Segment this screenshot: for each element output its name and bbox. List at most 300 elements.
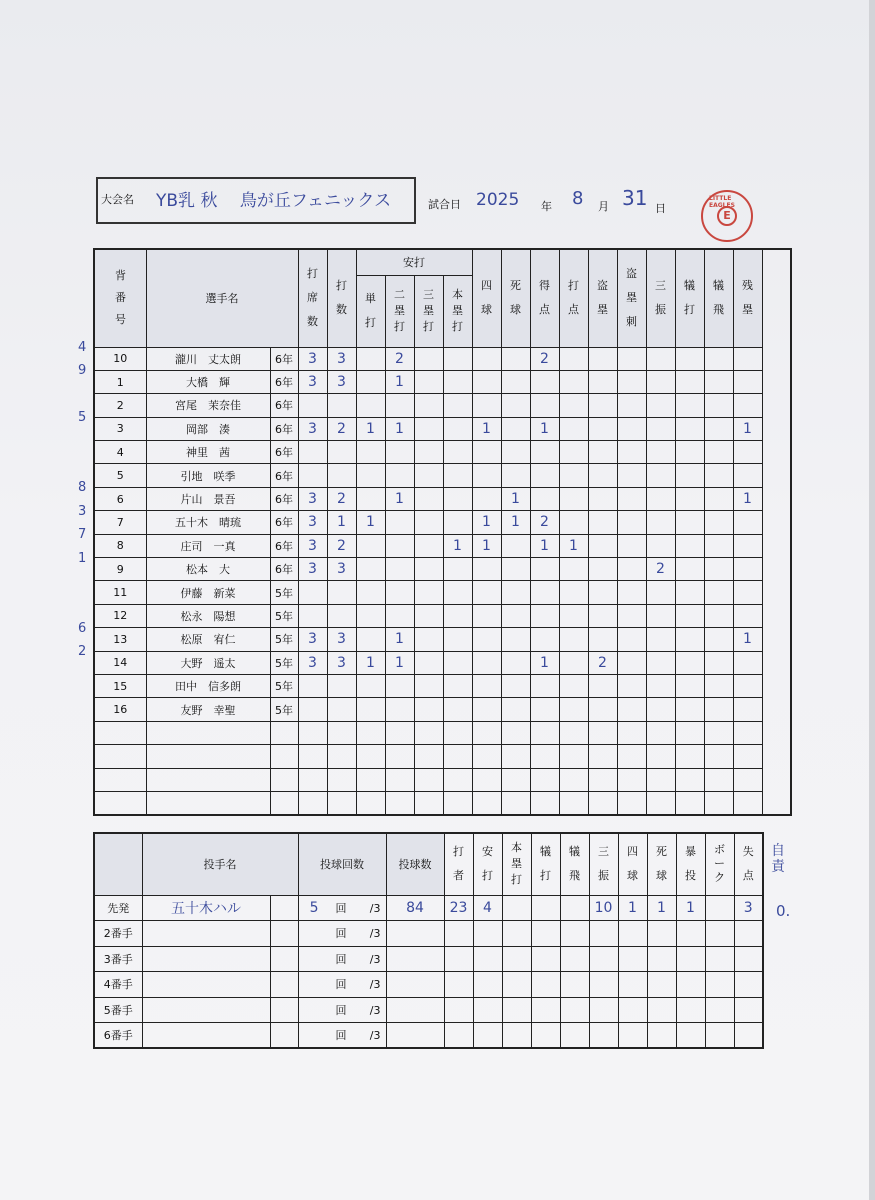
stat-triple xyxy=(414,394,443,417)
stat-single xyxy=(356,464,385,487)
pitching-row xyxy=(94,972,763,998)
player-number: 14 xyxy=(94,651,146,674)
pitcher-role: 5番手 xyxy=(94,997,142,1023)
batting-row xyxy=(94,347,791,370)
batting-row xyxy=(94,581,791,604)
pitcher-pitches xyxy=(386,895,444,921)
stat-double xyxy=(385,604,414,627)
stat-hbp xyxy=(501,394,530,417)
pitch-stat-sf xyxy=(560,1023,589,1049)
pitch-header-pitches: 投球数 xyxy=(386,833,444,895)
stat-sac xyxy=(675,674,704,697)
stat-sac xyxy=(675,417,704,440)
player-number: 10 xyxy=(94,347,146,370)
stat-bb xyxy=(472,417,501,440)
pitch-stat-runs-value: 3 xyxy=(743,899,753,916)
tournament-name: YB乳 秋 鳥が丘フェニックス xyxy=(156,191,392,211)
stat-sb xyxy=(588,511,617,534)
stat-runs xyxy=(530,604,559,627)
header-triple: 三塁打 xyxy=(414,275,443,347)
header-hr: 本塁打 xyxy=(443,275,472,347)
stat-cs xyxy=(617,768,646,791)
stat-triple xyxy=(414,698,443,721)
stat-pa-value: 3 xyxy=(308,561,317,578)
header-ab: 打数 xyxy=(327,249,356,347)
stat-sf xyxy=(704,791,733,814)
stat-hr xyxy=(443,791,472,814)
stat-pa xyxy=(298,417,327,440)
stat-cs xyxy=(617,394,646,417)
player-number: 15 xyxy=(94,674,146,697)
stat-sac xyxy=(675,558,704,581)
stat-ab xyxy=(327,745,356,768)
stat-sb xyxy=(588,394,617,417)
stat-hbp xyxy=(501,674,530,697)
stat-sf xyxy=(704,511,733,534)
batting-row xyxy=(94,441,791,464)
stat-double xyxy=(385,745,414,768)
pitcher-role: 4番手 xyxy=(94,972,142,998)
stat-sb xyxy=(588,745,617,768)
stat-cs xyxy=(617,347,646,370)
header-bb: 四球 xyxy=(472,249,501,347)
player-grade: 6年 xyxy=(270,370,298,393)
pitch-stat-runs xyxy=(734,1023,763,1049)
player-name: 庄司 一真 xyxy=(146,534,270,557)
stat-bb xyxy=(472,487,501,510)
batting-row xyxy=(94,721,791,744)
stat-sb xyxy=(588,628,617,651)
stat-cs xyxy=(617,558,646,581)
stat-hbp xyxy=(501,604,530,627)
pitch-stat-bf xyxy=(444,921,473,947)
player-name: 宮尾 茉奈佳 xyxy=(146,394,270,417)
pitch-header-sac: 犠打 xyxy=(531,833,560,895)
player-number: 9 xyxy=(94,558,146,581)
stat-hbp-value: 1 xyxy=(511,514,520,531)
pitch-stat-hr xyxy=(502,1023,531,1049)
batting-order-number: 6 xyxy=(78,620,87,636)
stat-hr xyxy=(443,347,472,370)
batting-order-number: 3 xyxy=(78,503,87,519)
stat-rbi xyxy=(559,674,588,697)
batting-order-number: 1 xyxy=(78,550,87,566)
stat-sb xyxy=(588,417,617,440)
stat-so xyxy=(646,628,675,651)
pitch-stat-hr xyxy=(502,921,531,947)
stat-hbp-value: 1 xyxy=(511,491,520,508)
stat-bb xyxy=(472,768,501,791)
stat-hbp xyxy=(501,534,530,557)
stat-pa xyxy=(298,721,327,744)
stat-sb xyxy=(588,721,617,744)
batting-row xyxy=(94,370,791,393)
pitch-stat-hr xyxy=(502,895,531,921)
stat-hr xyxy=(443,698,472,721)
stat-runs xyxy=(530,347,559,370)
stat-sb xyxy=(588,604,617,627)
player-number: 6 xyxy=(94,487,146,510)
pitcher-pitches-value: 84 xyxy=(406,899,424,916)
stat-ab xyxy=(327,791,356,814)
pitch-stat-balk xyxy=(705,997,734,1023)
pitcher-innings xyxy=(298,946,386,972)
stat-rbi xyxy=(559,604,588,627)
stat-pa xyxy=(298,791,327,814)
stat-hbp xyxy=(501,347,530,370)
header-runs: 得点 xyxy=(530,249,559,347)
header-single: 単打 xyxy=(356,275,385,347)
stat-hr xyxy=(443,534,472,557)
stat-sac xyxy=(675,604,704,627)
stat-pa-value: 3 xyxy=(308,514,317,531)
stat-single-value: 1 xyxy=(366,654,375,671)
earned-runs-note: 自責 xyxy=(771,843,785,875)
stat-double xyxy=(385,487,414,510)
player-number xyxy=(94,791,146,814)
stat-ab xyxy=(327,394,356,417)
pitch-stat-sac xyxy=(531,997,560,1023)
stat-double xyxy=(385,628,414,651)
header-name: 選手名 xyxy=(146,249,298,347)
stat-lob xyxy=(733,464,762,487)
stat-pa-value: 3 xyxy=(308,491,317,508)
pitch-header-hbp: 死球 xyxy=(647,833,676,895)
stat-rbi xyxy=(559,347,588,370)
stat-runs-value: 1 xyxy=(540,537,549,554)
stat-runs xyxy=(530,674,559,697)
stat-pa xyxy=(298,604,327,627)
pitch-stat-bf xyxy=(444,1023,473,1049)
stat-hbp xyxy=(501,558,530,581)
stat-hr xyxy=(443,721,472,744)
pitch-stat-sac xyxy=(531,972,560,998)
pitch-header-innings: 投球回数 xyxy=(298,833,386,895)
pitch-stat-wp xyxy=(676,972,705,998)
pitcher-name xyxy=(142,946,270,972)
stat-so xyxy=(646,698,675,721)
stat-sb xyxy=(588,441,617,464)
stat-double xyxy=(385,534,414,557)
pitch-stat-sac xyxy=(531,1023,560,1049)
pitch-stat-runs xyxy=(734,946,763,972)
pitch-stat-hbp xyxy=(647,1023,676,1049)
stat-cs xyxy=(617,581,646,604)
pitch-stat-balk xyxy=(705,946,734,972)
stat-triple xyxy=(414,604,443,627)
stat-runs-value: 1 xyxy=(540,420,549,437)
year-unit: 年 xyxy=(541,200,552,213)
stat-ab xyxy=(327,464,356,487)
seal-top-text: LITTLE EAGLES xyxy=(709,195,735,209)
batting-row xyxy=(94,511,791,534)
stat-sf xyxy=(704,674,733,697)
stat-hr xyxy=(443,674,472,697)
stat-hbp xyxy=(501,370,530,393)
stat-hbp xyxy=(501,441,530,464)
stat-so xyxy=(646,417,675,440)
stat-double-value: 2 xyxy=(395,350,404,367)
pitch-stat-sf xyxy=(560,946,589,972)
stat-ab xyxy=(327,628,356,651)
stat-so xyxy=(646,768,675,791)
pitcher-extra xyxy=(270,997,298,1023)
batting-row xyxy=(94,464,791,487)
stat-sf xyxy=(704,604,733,627)
pitch-stat-bf xyxy=(444,946,473,972)
stat-triple xyxy=(414,441,443,464)
pitcher-name-value: 五十木ハル xyxy=(171,900,241,917)
stat-bb xyxy=(472,347,501,370)
pitch-stat-hits xyxy=(473,997,502,1023)
stat-hbp xyxy=(501,721,530,744)
stat-sf xyxy=(704,347,733,370)
stat-sf xyxy=(704,698,733,721)
batting-row xyxy=(94,394,791,417)
stat-runs xyxy=(530,745,559,768)
player-name: 岡部 湊 xyxy=(146,417,270,440)
stat-sb xyxy=(588,791,617,814)
stat-so xyxy=(646,487,675,510)
stat-bb-value: 1 xyxy=(482,514,491,531)
stat-hr xyxy=(443,464,472,487)
stat-hr xyxy=(443,370,472,393)
pitch-header-name: 投手名 xyxy=(142,833,298,895)
stat-ab xyxy=(327,347,356,370)
stat-ab xyxy=(327,674,356,697)
stat-bb xyxy=(472,791,501,814)
stat-double-value: 1 xyxy=(395,420,404,437)
stat-cs xyxy=(617,417,646,440)
stat-sac xyxy=(675,394,704,417)
stat-cs xyxy=(617,487,646,510)
pitcher-role: 2番手 xyxy=(94,921,142,947)
stat-sac xyxy=(675,464,704,487)
stat-so xyxy=(646,651,675,674)
pitcher-extra xyxy=(270,1023,298,1049)
pitcher-name xyxy=(142,1023,270,1049)
player-grade: 6年 xyxy=(270,487,298,510)
innings-unit: 回 xyxy=(335,952,347,966)
pitch-stat-hr xyxy=(502,997,531,1023)
pitch-stat-sf xyxy=(560,972,589,998)
stat-rbi xyxy=(559,370,588,393)
pitcher-innings xyxy=(298,1023,386,1049)
stat-so xyxy=(646,558,675,581)
stat-triple xyxy=(414,464,443,487)
pitch-stat-hr xyxy=(502,972,531,998)
player-number xyxy=(94,768,146,791)
stat-single-value: 1 xyxy=(366,420,375,437)
stat-ab xyxy=(327,581,356,604)
stat-lob xyxy=(733,768,762,791)
stat-pa-value: 3 xyxy=(308,350,317,367)
pitch-stat-bb xyxy=(618,1023,647,1049)
stat-hr xyxy=(443,581,472,604)
stat-double xyxy=(385,698,414,721)
pitch-header-bf: 打者 xyxy=(444,833,473,895)
stat-bb xyxy=(472,698,501,721)
stat-single xyxy=(356,487,385,510)
stat-double xyxy=(385,768,414,791)
stat-lob xyxy=(733,370,762,393)
stat-double xyxy=(385,370,414,393)
stat-ab-value: 3 xyxy=(337,654,346,671)
innings-thirds: /3 xyxy=(369,1029,381,1042)
header-so: 三振 xyxy=(646,249,675,347)
stat-single xyxy=(356,791,385,814)
stat-hbp xyxy=(501,768,530,791)
header-rbi: 打点 xyxy=(559,249,588,347)
stat-sb xyxy=(588,698,617,721)
stat-hr xyxy=(443,417,472,440)
stat-ab-value: 3 xyxy=(337,631,346,648)
pitch-stat-wp xyxy=(676,946,705,972)
stat-rbi xyxy=(559,628,588,651)
pitch-stat-so xyxy=(589,1023,618,1049)
stat-sac xyxy=(675,581,704,604)
pitcher-extra xyxy=(270,895,298,921)
pitch-stat-hits-value: 4 xyxy=(483,899,492,916)
pitch-stat-bb xyxy=(618,946,647,972)
player-number: 11 xyxy=(94,581,146,604)
stat-rbi xyxy=(559,511,588,534)
stat-triple xyxy=(414,534,443,557)
batting-row xyxy=(94,791,791,814)
stat-sac xyxy=(675,651,704,674)
pitcher-extra xyxy=(270,946,298,972)
stat-pa-value: 3 xyxy=(308,654,317,671)
innings-unit: 回 xyxy=(335,1003,347,1017)
stat-hr xyxy=(443,394,472,417)
player-grade xyxy=(270,768,298,791)
batting-table xyxy=(93,248,792,816)
batting-row xyxy=(94,745,791,768)
pitcher-name xyxy=(142,895,270,921)
stat-ab xyxy=(327,604,356,627)
stat-double xyxy=(385,347,414,370)
stat-runs xyxy=(530,370,559,393)
player-number: 3 xyxy=(94,417,146,440)
pitch-stat-so xyxy=(589,946,618,972)
stat-sf xyxy=(704,745,733,768)
stat-runs xyxy=(530,721,559,744)
stat-runs-value: 2 xyxy=(540,514,549,531)
stat-bb-value: 1 xyxy=(482,537,491,554)
pitch-stat-bb xyxy=(618,895,647,921)
stat-double xyxy=(385,558,414,581)
stat-triple xyxy=(414,651,443,674)
stat-cs xyxy=(617,628,646,651)
date-month: 8 xyxy=(572,188,584,209)
pitcher-role: 先発 xyxy=(94,895,142,921)
stat-triple xyxy=(414,768,443,791)
pitch-header-bb: 四球 xyxy=(618,833,647,895)
stat-runs xyxy=(530,558,559,581)
innings-thirds: /3 xyxy=(369,901,381,915)
player-number: 13 xyxy=(94,628,146,651)
stat-rbi xyxy=(559,581,588,604)
stat-hr xyxy=(443,651,472,674)
stat-cs xyxy=(617,721,646,744)
pitcher-name xyxy=(142,972,270,998)
stat-rbi xyxy=(559,394,588,417)
stat-bb xyxy=(472,651,501,674)
stat-double xyxy=(385,674,414,697)
player-name: 瀧川 丈太朗 xyxy=(146,347,270,370)
stat-sb xyxy=(588,768,617,791)
stat-so xyxy=(646,791,675,814)
stat-pa xyxy=(298,394,327,417)
stat-lob xyxy=(733,721,762,744)
stat-rbi xyxy=(559,417,588,440)
pitch-header-blank xyxy=(94,833,142,895)
stat-double xyxy=(385,791,414,814)
pitch-stat-balk xyxy=(705,972,734,998)
pitch-stat-sac xyxy=(531,895,560,921)
stat-pa xyxy=(298,464,327,487)
stat-lob-value: 1 xyxy=(743,491,752,508)
stat-bb xyxy=(472,581,501,604)
stat-single-value: 1 xyxy=(366,514,375,531)
stat-pa xyxy=(298,628,327,651)
stat-hbp xyxy=(501,487,530,510)
pitch-stat-bf xyxy=(444,997,473,1023)
stat-sac xyxy=(675,745,704,768)
batting-row xyxy=(94,768,791,791)
stat-hbp xyxy=(501,791,530,814)
pitch-header-balk: ボーク xyxy=(705,833,734,895)
stat-cs xyxy=(617,511,646,534)
date-day: 31 xyxy=(622,186,648,210)
innings-unit: 回 xyxy=(335,978,347,992)
stat-single xyxy=(356,768,385,791)
stat-rbi xyxy=(559,464,588,487)
stat-runs xyxy=(530,534,559,557)
stat-hbp xyxy=(501,511,530,534)
header-hits: 安打 xyxy=(356,249,472,275)
header-cs: 盗塁刺 xyxy=(617,249,646,347)
player-grade: 5年 xyxy=(270,651,298,674)
pitch-stat-balk xyxy=(705,895,734,921)
pitcher-pitches xyxy=(386,921,444,947)
stat-sb xyxy=(588,370,617,393)
stat-hbp xyxy=(501,464,530,487)
stat-ab-value: 1 xyxy=(337,514,346,531)
player-grade: 6年 xyxy=(270,394,298,417)
stat-runs xyxy=(530,394,559,417)
stat-cs xyxy=(617,441,646,464)
stat-runs xyxy=(530,768,559,791)
pitch-stat-hits xyxy=(473,1023,502,1049)
stat-bb xyxy=(472,511,501,534)
stat-lob xyxy=(733,487,762,510)
batting-row xyxy=(94,604,791,627)
stat-pa xyxy=(298,651,327,674)
stat-rbi xyxy=(559,721,588,744)
stat-hbp xyxy=(501,581,530,604)
stat-ab-value: 2 xyxy=(337,491,346,508)
pitch-stat-bb xyxy=(618,972,647,998)
stat-ab-value: 3 xyxy=(337,350,346,367)
stat-so xyxy=(646,464,675,487)
stat-double xyxy=(385,511,414,534)
pitch-stat-bf xyxy=(444,972,473,998)
stat-pa-value: 3 xyxy=(308,631,317,648)
stat-runs-value: 1 xyxy=(540,654,549,671)
stat-sb xyxy=(588,651,617,674)
stat-sac xyxy=(675,487,704,510)
